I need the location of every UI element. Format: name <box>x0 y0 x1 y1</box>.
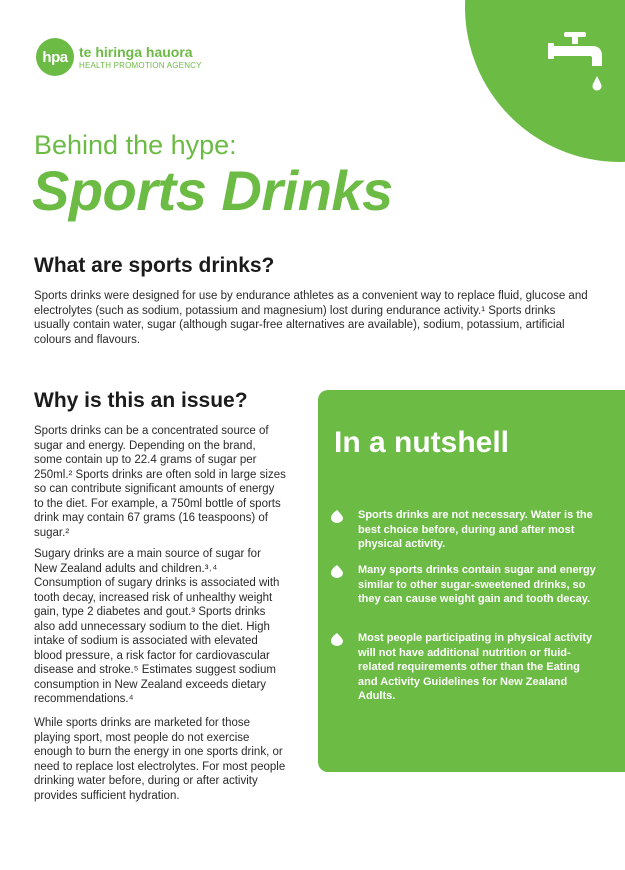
page-title: Sports Drinks <box>32 159 393 222</box>
water-drop-icon <box>330 632 344 646</box>
nutshell-bullet-text: Many sports drinks contain sugar and energy similar to other sugar-sweetened drinks, so they can cause weight gain and tooth decay. <box>358 564 596 605</box>
what-paragraph: Sports drinks were designed for use by endurance athletes as a convenient way to replace fluid, glucose and electrolytes (such as sodium, potassium and magnesium) lost during endurance activity.¹ Sports drinks usually contain water, sugar (although sugar-free alternatives are available), sodium, potassium, artificial colours and flavours. <box>34 290 588 346</box>
nutshell-bullet-text: Most people participating in physical activity will not have additional nutrition or fluid-related requirements other than the Eating and Activity Guidelines for New Zealand Adults. <box>358 632 593 702</box>
logo-subtitle: HEALTH PROMOTION AGENCY <box>79 60 202 70</box>
water-drop-icon <box>330 509 344 523</box>
nutshell-panel <box>318 390 625 772</box>
nutshell-bullet <box>330 563 602 607</box>
why-paragraph-1: Sports drinks can be a concentrated source of sugar and energy. Depending on the brand, some contain up to 22.4 grams of sugar per 250ml.² Sports drinks are often sold in large sizes so can contribute significant amounts of energy to the diet. For example, a 750ml bottle of sports drink may contain 67 grams (16 teaspoons) of sugar.² <box>34 425 286 539</box>
why-paragraph-2: Sugary drinks are a main source of sugar for New Zealand adults and children.³˒⁴ Consumption of sugary drinks is associated with tooth decay, increased risk of unhealthy weight gain, type 2 diabetes and gout.³ Sports drinks also add unnecessary sodium to the diet. High intake of sodium is associated with elevated blood pressure, a risk factor for cardiovascular disease and stroke.⁵ Estimates suggest sodium consumption in New Zealand exceeds dietary recommendations.⁴ <box>34 548 280 705</box>
logo-mark: hpa <box>36 38 74 76</box>
section-heading-what: What are sports drinks? <box>34 254 275 277</box>
brand-logo <box>36 38 202 76</box>
nutshell-bullet-text: Sports drinks are not necessary. Water is the best choice before, during and after most physical activity. <box>358 509 593 550</box>
page-pretitle: Behind the hype: <box>34 130 237 160</box>
nutshell-bullet <box>330 508 602 552</box>
section-heading-why: Why is this an issue? <box>34 389 248 412</box>
water-tap-icon <box>548 30 608 100</box>
nutshell-heading: In a nutshell <box>334 426 510 459</box>
logo-name: te hiringa hauora <box>79 43 193 60</box>
nutshell-bullet <box>330 631 602 704</box>
why-paragraph-3: While sports drinks are marketed for those playing sport, most people do not exercise enough to burn the energy in one sports drink, or need to replace lost electrolytes. For most people drinking water before, during or after activity provides sufficient hydration. <box>34 717 286 802</box>
water-drop-icon <box>330 564 344 578</box>
